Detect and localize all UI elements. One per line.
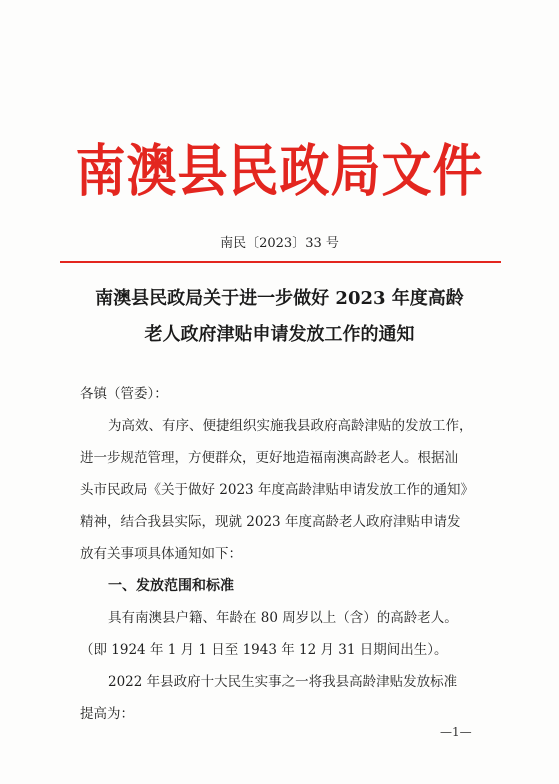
paragraph-2-line-1: 具有南澳县户籍、年龄在 80 周岁以上（含）的高龄老人。	[108, 610, 458, 626]
paragraph-1-line-1: 为高效、有序、便捷组织实施我县政府高龄津贴的发放工作，	[108, 418, 473, 434]
section-1-heading: 一、发放范围和标准	[108, 578, 234, 594]
document-number: 南民〔2023〕33 号	[220, 236, 339, 251]
document-title-line-2: 老人政府津贴申请发放工作的通知	[144, 324, 415, 345]
salutation: 各镇（管委）：	[80, 386, 168, 402]
paragraph-2-line-2: （即 1924 年 1 月 1 日至 1943 年 12 月 31 日期间出生）。	[80, 642, 448, 658]
paragraph-3-line-1: 2022 年县政府十大民生实事之一将我县高龄津贴发放标准	[108, 674, 458, 690]
paragraph-1-line-4: 精神，结合我县实际，现就 2023 年度高龄老人政府津贴申请发	[80, 514, 461, 530]
paragraph-1-line-2: 进一步规范管理，方便群众，更好地造福南澳高龄老人。根据汕	[80, 450, 458, 466]
paragraph-3-line-2: 提高为：	[80, 706, 134, 722]
document-title-line-1: 南澳县民政局关于进一步做好 2023 年度高龄	[95, 288, 464, 309]
issuer-title: 南澳县民政局文件	[75, 138, 484, 205]
paragraph-1-line-3: 头市民政局《关于做好 2023 年度高龄津贴申请发放工作的通知》	[80, 482, 474, 498]
red-divider-line	[60, 261, 501, 263]
page-number: —1—	[440, 725, 472, 739]
paragraph-1-line-5: 放有关事项具体通知如下：	[80, 546, 242, 562]
